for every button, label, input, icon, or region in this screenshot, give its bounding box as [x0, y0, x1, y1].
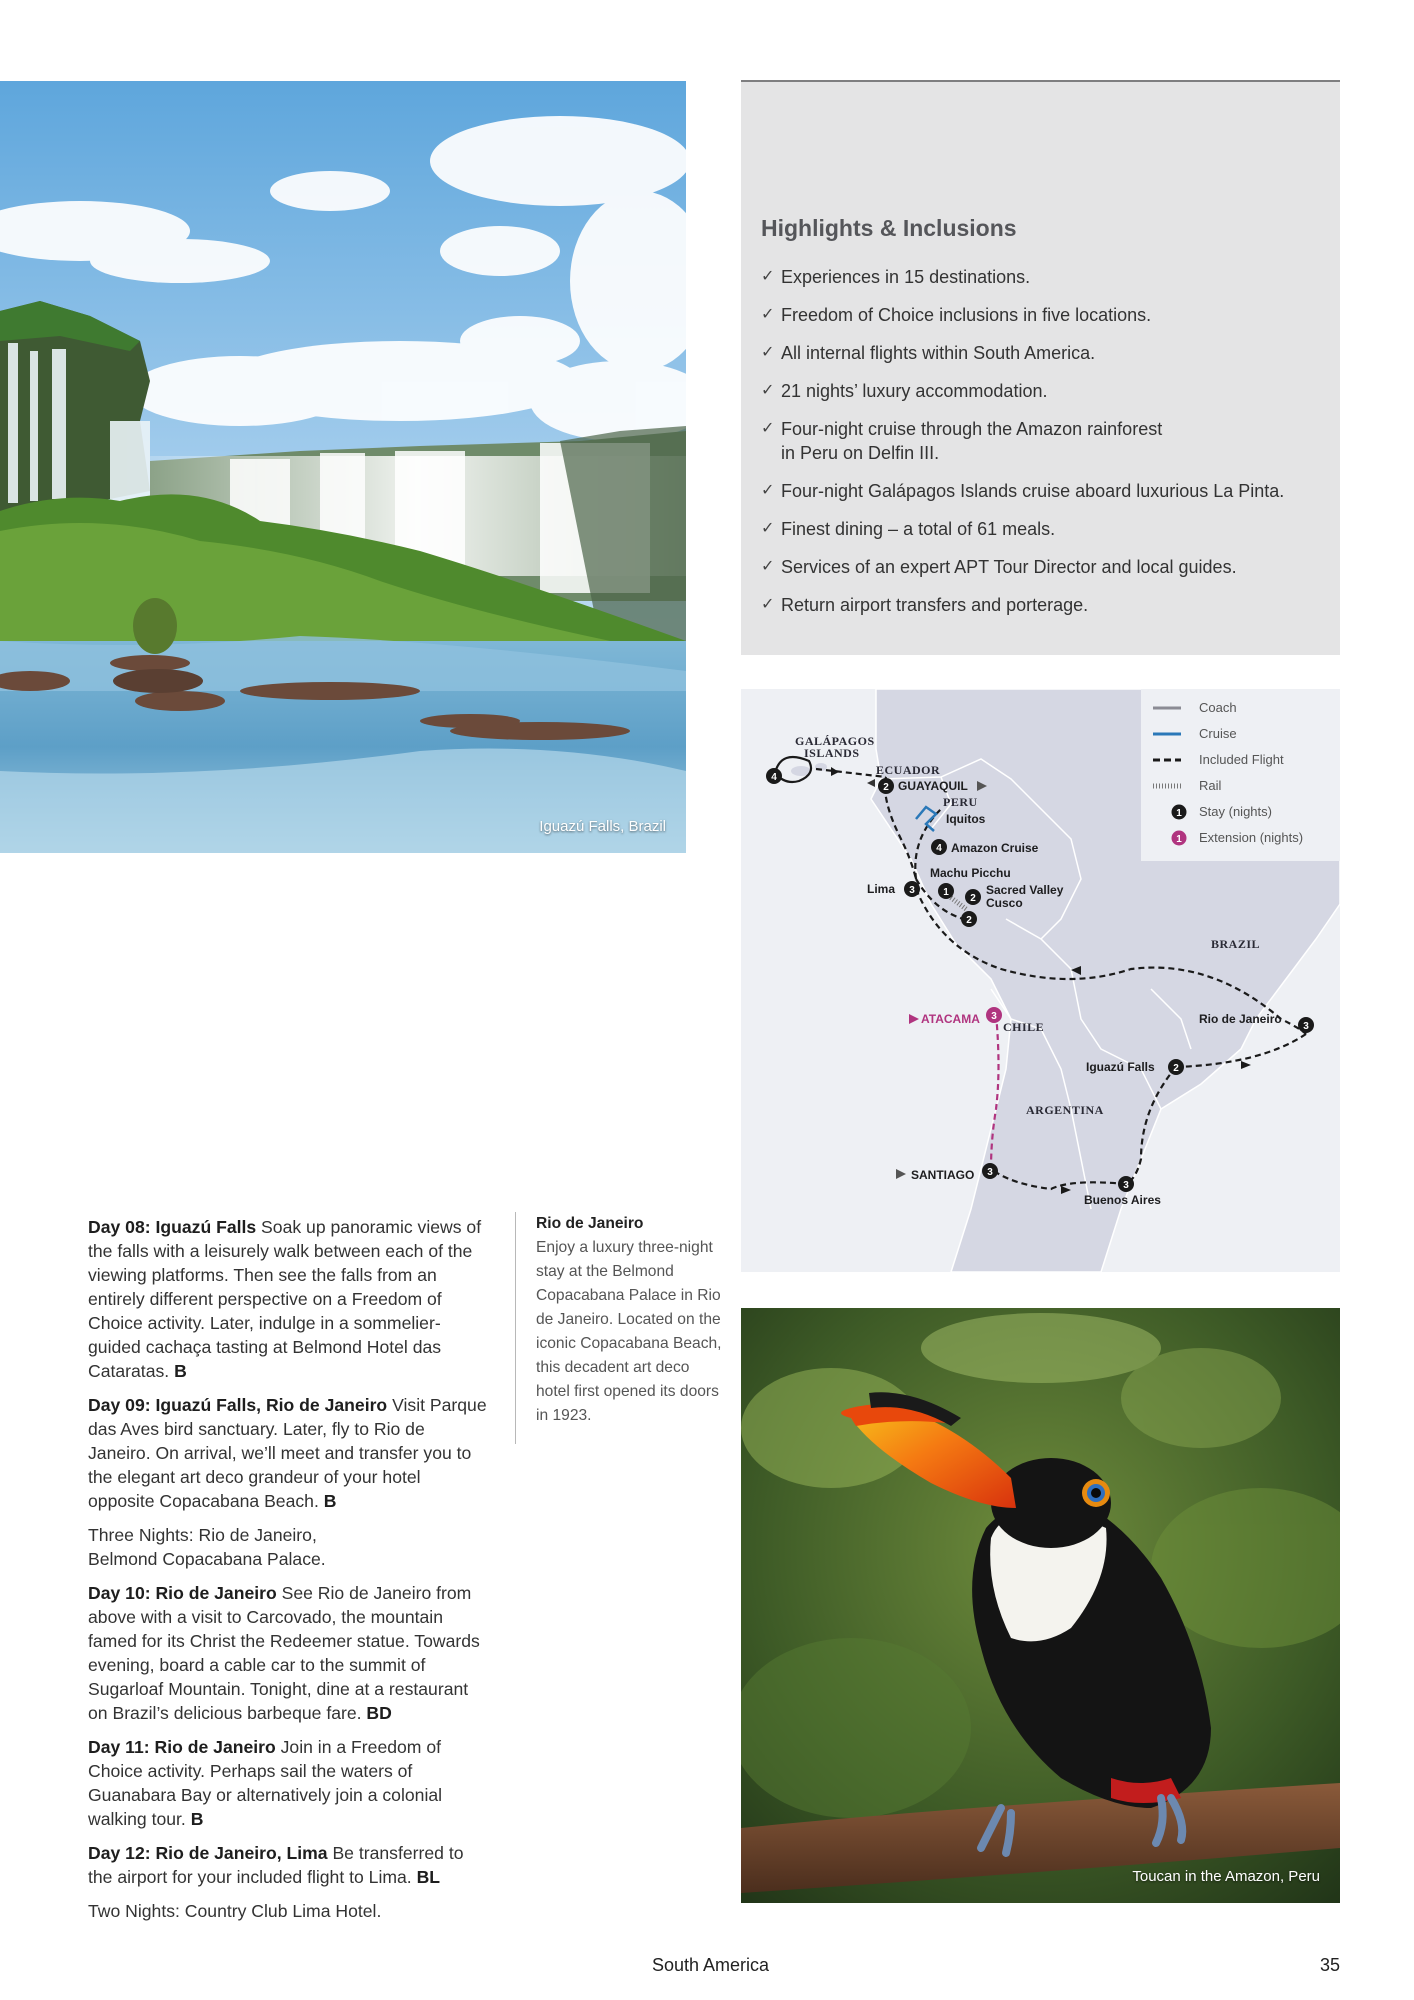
highlight-item: ✓ Freedom of Choice inclusions in five locations.	[761, 303, 1320, 327]
nights-galapagos: 4	[771, 772, 777, 783]
meal-code: B	[190, 1809, 204, 1829]
place-galapagos-2: ISLANDS	[804, 746, 860, 760]
highlight-item: ✓ 21 nights’ luxury accommodation.	[761, 379, 1320, 403]
toucan-photo	[741, 1308, 1340, 1903]
legend-cruise: Cruise	[1199, 726, 1237, 741]
nights-guayaquil: 2	[883, 782, 889, 793]
legend-extension: Extension (nights)	[1199, 830, 1304, 845]
nights-cusco: 2	[966, 915, 972, 926]
legend-flight: Included Flight	[1199, 752, 1284, 767]
stay-note-rio: Three Nights: Rio de Janeiro, Belmond Copacabana Palace.	[88, 1525, 326, 1569]
nights-lima: 3	[909, 885, 915, 896]
meal-code: BD	[366, 1703, 392, 1723]
toucan-illustration	[741, 1308, 1340, 1903]
place-santiago: SANTIAGO	[911, 1168, 975, 1182]
day-text: Join in a Freedom of Choice activity. Perhaps sail the waters of Guanabara Bay or alternatively join a colonial walking tour.	[88, 1737, 443, 1829]
place-iguazu: Iguazú Falls	[1086, 1060, 1155, 1074]
day-title: Day 12: Rio de Janeiro, Lima	[88, 1843, 328, 1863]
place-lima: Lima	[867, 882, 896, 896]
route-map	[741, 689, 1340, 1272]
day-text: See Rio de Janeiro from above with a visit to Carcovado, the mountain famed for its Christ the Redeemer statue. Towards evening, board a cable car to the summit of Sugarloaf Mountain. Tonight, dine at a restaurant on Brazil’s delicious barbeque fare.	[88, 1583, 480, 1723]
itinerary-day-10	[88, 1581, 488, 1725]
itinerary-day-08	[88, 1215, 488, 1383]
meal-code: B	[323, 1491, 337, 1511]
day-title: Day 08: Iguazú Falls	[88, 1217, 257, 1237]
meal-code: B	[174, 1361, 187, 1381]
country-brazil: BRAZIL	[1211, 937, 1261, 951]
day-text: Soak up panoramic views of the falls with a leisurely walk between each of the viewing platforms. Then see the falls from an entirely different perspective on a Freedom of Choice activity. Later, indulge in a sommelier-guided cachaça tasting at Belmond Hotel das Cataratas.	[88, 1217, 482, 1381]
place-amazon-cruise: Amazon Cruise	[951, 841, 1039, 855]
nights-iguazu: 2	[1173, 1063, 1179, 1074]
legend-extension-example: 1	[1176, 834, 1182, 845]
day-text: Be transferred to the airport for your included flight to Lima.	[88, 1843, 464, 1887]
country-ecuador: ECUADOR	[876, 763, 941, 777]
itinerary-day-11	[88, 1735, 488, 1831]
footer-section-title: South America	[652, 1955, 770, 1975]
nights-buenos-aires: 3	[1123, 1180, 1129, 1191]
legend-rail: Rail	[1199, 778, 1222, 793]
day-title: Day 11: Rio de Janeiro	[88, 1737, 276, 1757]
highlight-item: ✓ Return airport transfers and porterage.	[761, 593, 1320, 617]
highlight-item: ✓ All internal flights within South America.	[761, 341, 1320, 365]
highlight-item: ✓ Four-night Galápagos Islands cruise aboard luxurious La Pinta.	[761, 479, 1320, 503]
nights-rio: 3	[1303, 1021, 1309, 1032]
nights-sacred-valley: 2	[970, 893, 976, 904]
rio-sidebar-note	[515, 1212, 722, 1444]
legend-stay: Stay (nights)	[1199, 804, 1272, 819]
place-iquitos: Iquitos	[946, 812, 986, 826]
country-chile: CHILE	[1003, 1020, 1045, 1034]
highlights-box	[741, 80, 1340, 655]
itinerary-column	[88, 1215, 488, 1933]
sidebar-title: Rio de Janeiro	[536, 1215, 644, 1232]
place-guayaquil: GUAYAQUIL	[898, 779, 968, 793]
nights-amazon: 4	[936, 843, 942, 854]
country-peru: PERU	[943, 795, 978, 809]
day-text: Visit Parque das Aves bird sanctuary. Later, fly to Rio de Janeiro. On arrival, we’ll meet and transfer you to the elegant art deco grandeur of your hotel opposite Copacabana Beach.	[88, 1395, 487, 1511]
itinerary-day-09	[88, 1393, 488, 1513]
nights-atacama: 3	[991, 1011, 997, 1022]
highlight-item: ✓ Finest dining – a total of 61 meals.	[761, 517, 1320, 541]
country-argentina: ARGENTINA	[1026, 1103, 1104, 1117]
page-number: 35	[1319, 1955, 1340, 1975]
place-machu-picchu: Machu Picchu	[930, 866, 1011, 880]
place-galapagos-1: GALÁPAGOS	[795, 734, 875, 748]
legend-coach: Coach	[1199, 700, 1237, 715]
meal-code: BL	[416, 1867, 441, 1887]
highlights-list	[761, 265, 1320, 617]
place-rio: Rio de Janeiro	[1199, 1012, 1282, 1026]
stay-note-lima: Two Nights: Country Club Lima Hotel.	[88, 1901, 382, 1921]
toucan-caption: Toucan in the Amazon, Peru	[1132, 1868, 1320, 1885]
legend-stay-example: 1	[1176, 808, 1182, 819]
sidebar-text: Enjoy a luxury three-night stay at the Belmond Copacabana Palace in Rio de Janeiro. Located on the iconic Copacabana Beach, this decadent art deco hotel first opened its doors in 1923.	[536, 1239, 722, 1424]
nights-machu-picchu: 1	[943, 887, 949, 898]
day-title: Day 09: Iguazú Falls, Rio de Janeiro	[88, 1395, 388, 1415]
place-cusco: Cusco	[986, 896, 1023, 910]
highlight-item: ✓ Services of an expert APT Tour Director and local guides.	[761, 555, 1320, 579]
south-america-map	[741, 689, 1340, 1272]
iguazu-falls-illustration	[0, 81, 686, 853]
place-atacama: ATACAMA	[921, 1012, 980, 1026]
itinerary-day-12	[88, 1841, 488, 1889]
place-buenos-aires: Buenos Aires	[1084, 1193, 1161, 1207]
day-title: Day 10: Rio de Janeiro	[88, 1583, 277, 1603]
highlight-item: ✓ Four-night cruise through the Amazon rainforest in Peru on Delfin III.	[761, 417, 1181, 465]
iguazu-falls-photo	[0, 81, 686, 853]
highlight-item: ✓ Experiences in 15 destinations.	[761, 265, 1320, 289]
nights-santiago: 3	[987, 1167, 993, 1178]
highlights-title: Highlights & Inclusions	[761, 215, 1017, 241]
place-sacred-valley: Sacred Valley	[986, 883, 1064, 897]
falls-caption: Iguazú Falls, Brazil	[539, 818, 666, 835]
